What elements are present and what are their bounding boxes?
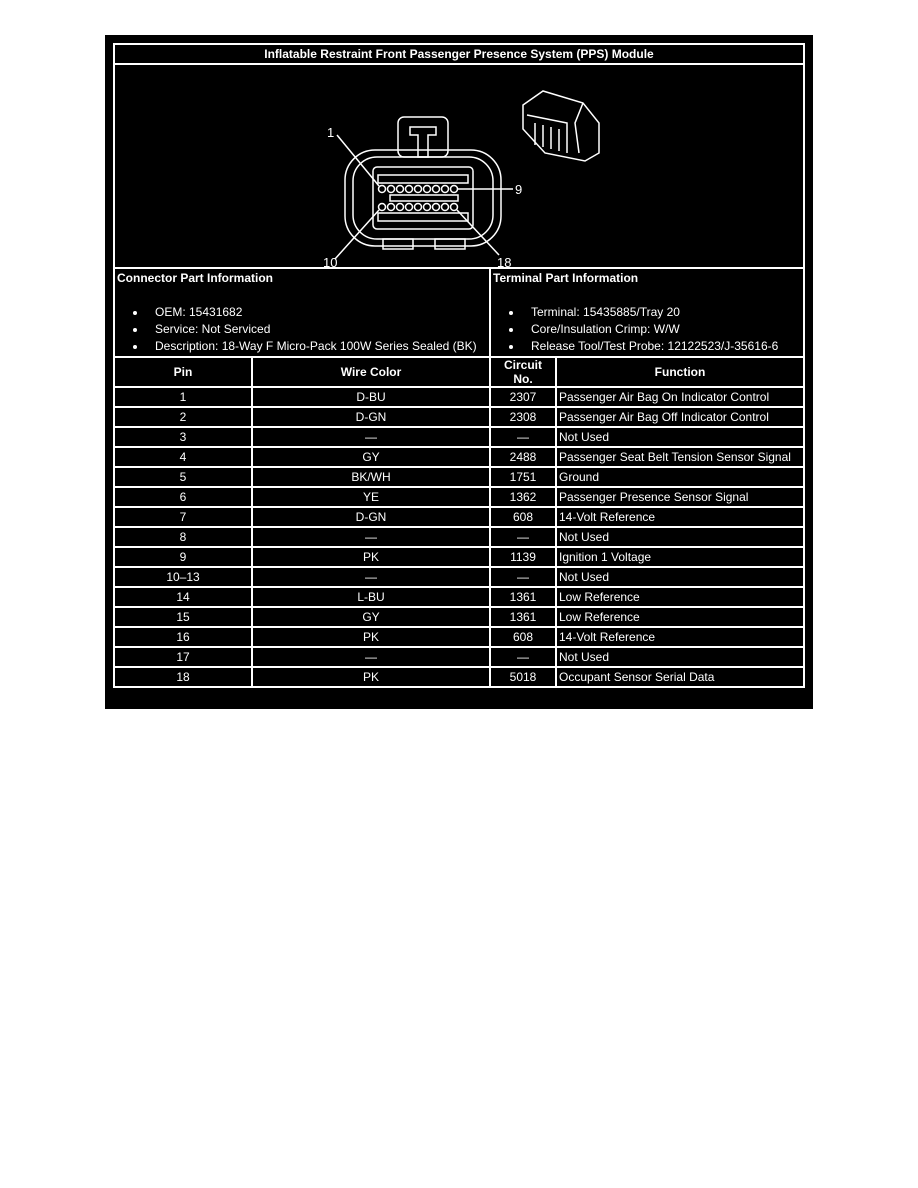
cell-circuit-number: —: [491, 528, 555, 546]
cell-wire-color: —: [253, 528, 489, 546]
connector-part-info: [115, 269, 489, 356]
cell-pin: 15: [115, 608, 251, 626]
cell-pin: 8: [115, 528, 251, 546]
cell-function: Passenger Air Bag On Indicator Control: [557, 388, 803, 406]
table-row: [115, 648, 803, 666]
connector-face-drawing: [335, 117, 513, 259]
cell-pin: 9: [115, 548, 251, 566]
table-row: [115, 548, 803, 566]
cell-wire-color: —: [253, 568, 489, 586]
cell-wire-color: GY: [253, 608, 489, 626]
connector-info-item: • OEM: 15431682: [147, 305, 487, 320]
cell-function: Ground: [557, 468, 803, 486]
connector-3d-drawing: [523, 91, 599, 161]
column-header-wire-color: Wire Color: [253, 358, 489, 386]
column-header-circuit: Circuit No.: [491, 358, 555, 386]
connector-info-item: • Service: Not Serviced: [147, 322, 487, 337]
terminal-part-info: [491, 269, 803, 356]
cell-function: Passenger Air Bag Off Indicator Control: [557, 408, 803, 426]
cell-pin: 6: [115, 488, 251, 506]
cell-circuit-number: 1751: [491, 468, 555, 486]
cell-function: Not Used: [557, 568, 803, 586]
cell-circuit-number: 2307: [491, 388, 555, 406]
table-header-row: [115, 358, 803, 386]
terminal-info-heading: Terminal Part Information: [493, 271, 639, 285]
cell-wire-color: L-BU: [253, 588, 489, 606]
cell-pin: 10–13: [115, 568, 251, 586]
table-row: [115, 388, 803, 406]
cell-function: 14-Volt Reference: [557, 628, 803, 646]
cell-wire-color: D-BU: [253, 388, 489, 406]
terminal-info-item: • Release Tool/Test Probe: 12122523/J-35616-6: [523, 339, 801, 354]
cell-wire-color: PK: [253, 668, 489, 686]
cell-circuit-number: 1361: [491, 588, 555, 606]
cell-circuit-number: —: [491, 568, 555, 586]
cell-function: Not Used: [557, 428, 803, 446]
cell-pin: 1: [115, 388, 251, 406]
cell-function: Not Used: [557, 528, 803, 546]
terminal-info-item: • Terminal: 15435885/Tray 20: [523, 305, 801, 320]
document-title: Inflatable Restraint Front Passenger Presence System (PPS) Module: [115, 45, 803, 63]
cell-function: 14-Volt Reference: [557, 508, 803, 526]
cell-wire-color: —: [253, 648, 489, 666]
cell-function: Low Reference: [557, 608, 803, 626]
table-row: [115, 428, 803, 446]
cell-wire-color: GY: [253, 448, 489, 466]
cell-function: Passenger Seat Belt Tension Sensor Signal: [557, 448, 803, 466]
table-row: [115, 588, 803, 606]
cell-circuit-number: —: [491, 428, 555, 446]
table-row: [115, 668, 803, 686]
column-header-function: Function: [557, 358, 803, 386]
cell-pin: 3: [115, 428, 251, 446]
cell-pin: 14: [115, 588, 251, 606]
connector-diagram: [115, 65, 803, 267]
cell-function: Occupant Sensor Serial Data: [557, 668, 803, 686]
cell-circuit-number: 5018: [491, 668, 555, 686]
cell-circuit-number: 1362: [491, 488, 555, 506]
cell-wire-color: —: [253, 428, 489, 446]
connector-info-item: • Description: 18-Way F Micro-Pack 100W Series Sealed (BK): [147, 339, 487, 354]
pin-1-label: 1: [327, 125, 335, 140]
cell-wire-color: PK: [253, 628, 489, 646]
table-row: [115, 628, 803, 646]
cell-pin: 2: [115, 408, 251, 426]
cell-wire-color: BK/WH: [253, 468, 489, 486]
cell-circuit-number: —: [491, 648, 555, 666]
table-row: [115, 468, 803, 486]
connector-info-heading: Connector Part Information: [117, 271, 274, 285]
cell-pin: 17: [115, 648, 251, 666]
table-row: [115, 608, 803, 626]
cell-pin: 18: [115, 668, 251, 686]
cell-circuit-number: 1139: [491, 548, 555, 566]
table-row: [115, 568, 803, 586]
cell-wire-color: D-GN: [253, 508, 489, 526]
cell-pin: 16: [115, 628, 251, 646]
table-row: [115, 448, 803, 466]
cell-function: Passenger Presence Sensor Signal: [557, 488, 803, 506]
pin-18-label: 18: [497, 255, 512, 267]
table-row: [115, 408, 803, 426]
table-row: [115, 528, 803, 546]
cell-circuit-number: 2488: [491, 448, 555, 466]
cell-pin: 5: [115, 468, 251, 486]
cell-pin: 4: [115, 448, 251, 466]
table-row: [115, 488, 803, 506]
cell-circuit-number: 608: [491, 628, 555, 646]
pin-9-label: 9: [515, 182, 523, 197]
cell-wire-color: YE: [253, 488, 489, 506]
connector-document: [105, 35, 813, 709]
cell-circuit-number: 608: [491, 508, 555, 526]
cell-wire-color: PK: [253, 548, 489, 566]
table-row: [115, 508, 803, 526]
cell-function: Ignition 1 Voltage: [557, 548, 803, 566]
cell-function: Low Reference: [557, 588, 803, 606]
connector-table: [113, 43, 805, 688]
pin-10-label: 10: [323, 255, 338, 267]
cell-function: Not Used: [557, 648, 803, 666]
cell-circuit-number: 2308: [491, 408, 555, 426]
column-header-pin: Pin: [115, 358, 251, 386]
cell-circuit-number: 1361: [491, 608, 555, 626]
terminal-info-item: • Core/Insulation Crimp: W/W: [523, 322, 801, 337]
cell-wire-color: D-GN: [253, 408, 489, 426]
cell-pin: 7: [115, 508, 251, 526]
